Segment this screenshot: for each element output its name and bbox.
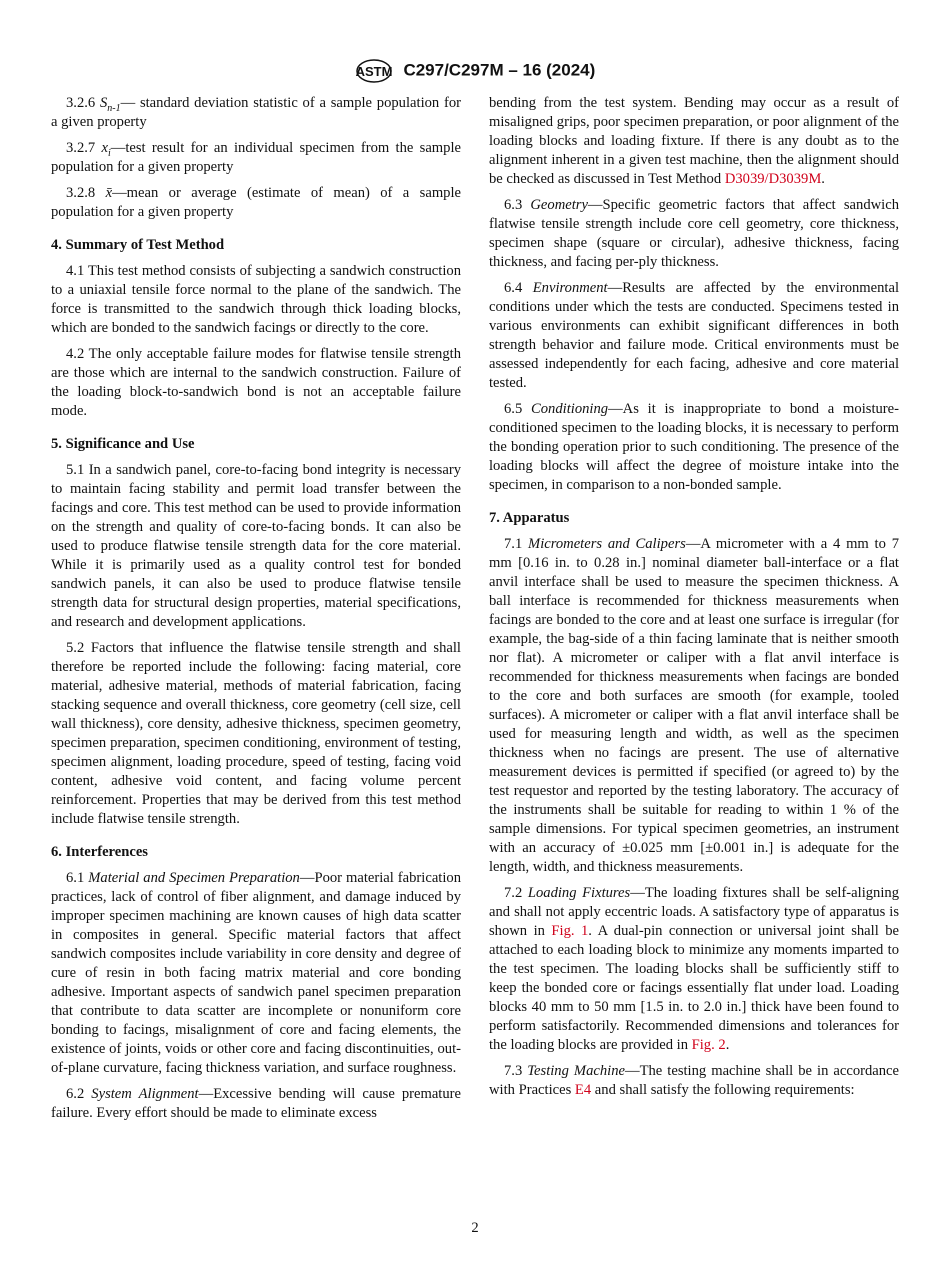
paragraph — [489, 196, 899, 272]
text-run: 3.2.6 — [66, 95, 100, 111]
text-run: . — [821, 171, 825, 187]
paragraph — [489, 400, 899, 495]
astm-logo-icon — [355, 58, 393, 84]
section-heading — [51, 236, 461, 255]
text-run: —test result for an individual specimen from the sample population for a given property — [51, 140, 461, 175]
italic-term: Loading Fixtures — [527, 885, 631, 901]
italic-term: Geometry — [530, 197, 588, 213]
text-run: 7. Apparatus — [489, 510, 570, 526]
text-run: —mean or average (estimate of mean) of a sample population for a given property — [51, 185, 462, 220]
paragraph — [51, 139, 461, 177]
italic-term: Environment — [532, 280, 608, 296]
italic-term: Testing Machine — [527, 1063, 625, 1079]
right-column — [489, 94, 899, 1107]
text-run: —A micrometer with a 4 mm to 7 mm [0.16 in. to 0.28 in.] nominal diameter ball-interface or a flat anvil interface shall be used to measure the specimen thickness. A ball interface is recommended for thickness measurements when facings are bonded to the core and at least one surface is irregular (for example, the bag-side of a thin facing laminate that is neither smooth nor flat). A micrometer or caliper with a flat anvil interface is recommended for thickness measurements when facings are bonded to the core and both surfaces are smooth (for example, tooled surfaces). A micrometer or caliper with a flat anvil interface shall be used for measuring length and width, as well as the specimen thickness when no facings are present. The use of alternative measurement devices is permitted if specified (or agreed to) by the test requestor and reported by the testing laboratory. The accuracy of the instruments shall be suitable for reading to within 1 % of the sample dimensions. For typical specimen geometries, an instrument with an accuracy of ±0.025 mm [±0.001 in.] is adequate for the length, width, and thickness measurements. — [489, 536, 899, 875]
italic-term: Material and Specimen Preparation — [88, 870, 300, 886]
text-run: 4. Summary of Test Method — [51, 237, 225, 253]
text-run: 6.4 — [504, 280, 533, 296]
page-number: 2 — [471, 1220, 479, 1236]
paragraph — [51, 94, 461, 132]
text-run: —Results are affected by the environmental conditions under which the tests are conducted. Specimens tested in various environments can exhibit significant differences in both strength behavior and failure mode. Critical environments must be assessed independently for each facing, adhesive and core material tested. — [489, 280, 900, 391]
text-run: —The loading fixtures shall be self-aligning and shall not apply eccentric loads. A satisfactory type of apparatus is shown in — [489, 885, 899, 939]
paragraph — [489, 535, 899, 877]
paragraph — [51, 262, 461, 338]
italic-term: x — [101, 140, 108, 156]
text-run: 7.3 — [504, 1063, 528, 1079]
page-header — [0, 58, 950, 84]
text-run: 7.1 — [504, 536, 529, 552]
italic-term: S — [99, 95, 108, 111]
text-run: 6.2 — [66, 1086, 92, 1102]
text-run: 5.2 Factors that influence the flatwise tensile strength and shall therefore be reported include the following: facing material, core material, adhesive material, methods of material fabrication, facing stacking sequence and overall thickness, core geometry (cell size, cell wall thickness), core density, adhesive thickness, specimen geometry, specimen preparation, specimen conditioning, environment of testing, specimen alignment, loading procedure, speed of testing, facing void content, adhesive void content, and facing volume percent reinforcement. Properties that may be derived from this test method include flatwise tensile strength. — [51, 640, 461, 827]
text-run: 5.1 In a sandwich panel, core-to-facing bond integrity is necessary to maintain facing stability and permit load transfer between the facings and core. This test method can be used to provide information on the strength and quality of core-to-facing bonds. It can also be used to produce flatwise tensile strength data for the core material. While it is primarily used as a quality control test for bonded sandwich panels, it can also be used to produce flatwise tensile strength data for structural design properties, material specifications, and research and development applications. — [51, 462, 461, 630]
left-column — [51, 94, 461, 1130]
text-run: —Poor material fabrication practices, lack of control of fiber alignment, and damage induced by improper specimen machining are known causes of high data scatter in composites in general. Specific material factors that affect sandwich composites include variability in core density and degree of cure of resin in both facing matrix material and core bonding adhesive. Important aspects of sandwich panel specimen preparation that contribute to data scatter are incomplete or nonuniform core bonding to facings, misalignment of core and facing elements, the existence of joints, voids or other core and facing discontinuities, out-of-plane curvature, facing thickness variation, and surface roughness. — [51, 870, 461, 1076]
section-heading — [489, 509, 899, 528]
italic-term: System Alignment — [91, 1086, 199, 1102]
text-run: 5. Significance and Use — [51, 436, 195, 452]
text-run: 6.5 — [504, 401, 532, 417]
text-run: n-1 — [107, 102, 121, 114]
reference-link[interactable]: Fig. 1 — [551, 923, 589, 939]
text-run: . A dual-pin connection or universal joint shall be attached to each loading block to minimize any moments imparted to the test specimen. The loading blocks shall be sufficiently stiff to keep the bonded core or facings essentially flat under load. Loading blocks 40 mm to 50 mm [1.5 in. to 2.0 in.] thick have been found to perform satisfactorily. Recommended dimensions and tolerances for the loading blocks are provided in — [489, 923, 900, 1053]
text-run: —The testing machine shall be in accordance with Practices — [489, 1063, 900, 1098]
reference-link[interactable]: D3039/D3039M — [724, 171, 822, 187]
italic-term: Micrometers and Calipers — [528, 536, 686, 552]
paragraph — [51, 869, 461, 1078]
text-run: —As it is inappropriate to bond a moisture-conditioned specimen to the loading blocks, it is necessary to perform the bonding operation prior to such conditioning. The presence of the loading blocks will affect the degree of moisture intake into the specimen, in comparison to a non-bonded sample. — [489, 401, 899, 493]
paragraph — [51, 639, 461, 829]
text-run: and shall satisfy the following requirements: — [591, 1082, 855, 1098]
paragraph — [51, 461, 461, 632]
section-heading — [51, 435, 461, 454]
text-run: —Excessive bending will cause premature failure. Every effort should be made to eliminate excess — [51, 1086, 461, 1121]
paragraph — [51, 1085, 461, 1123]
text-run: 7.2 — [504, 885, 528, 901]
paragraph — [489, 94, 899, 189]
svg-text:ASTM: ASTM — [355, 64, 393, 79]
standard-designation: C297/C297M – 16 (2024) — [403, 60, 596, 80]
text-run: — standard deviation statistic of a sample population for a given property — [51, 95, 461, 130]
text-run: i — [107, 147, 111, 159]
text-run: . — [725, 1037, 730, 1053]
text-run: 6.1 — [66, 870, 89, 886]
text-run: bending from the test system. Bending may occur as a result of misaligned grips, poor specimen preparation, or poor alignment of the loading blocks and loading fixture. If there is any doubt as to the alignment inherent in a given test machine, then the alignment should be checked as discussed in Test Method — [489, 95, 899, 187]
text-run: 3.2.8 — [66, 185, 106, 201]
italic-term: x̄ — [105, 185, 113, 201]
section-heading — [51, 843, 461, 862]
paragraph — [489, 279, 899, 393]
reference-link[interactable]: Fig. 2 — [691, 1037, 726, 1053]
paragraph — [51, 184, 461, 222]
paragraph — [489, 884, 899, 1055]
text-run: 3.2.7 — [66, 140, 102, 156]
text-run: 4.2 The only acceptable failure modes for flatwise tensile strength are those which are internal to the sandwich construction. Failure of the loading block-to-sandwich bond is not an acceptable failure mode. — [51, 346, 461, 419]
paragraph — [51, 345, 461, 421]
text-run: —Specific geometric factors that affect sandwich flatwise tensile strength include core cell geometry, core thickness, specimen shape (square or circular), adhesive thickness, facing thickness, and facing per-ply thickness. — [489, 197, 899, 270]
italic-term: Conditioning — [531, 401, 609, 417]
paragraph — [489, 1062, 899, 1100]
text-run: 6.3 — [504, 197, 531, 213]
text-run: 6. Interferences — [51, 844, 148, 860]
text-run: 4.1 This test method consists of subjecting a sandwich construction to a uniaxial tensile force normal to the plane of the sandwich. The force is transmitted to the sandwich through thick loading blocks, which are bonded to the sandwich facings or directly to the core. — [51, 263, 461, 336]
reference-link[interactable]: E4 — [574, 1082, 592, 1098]
